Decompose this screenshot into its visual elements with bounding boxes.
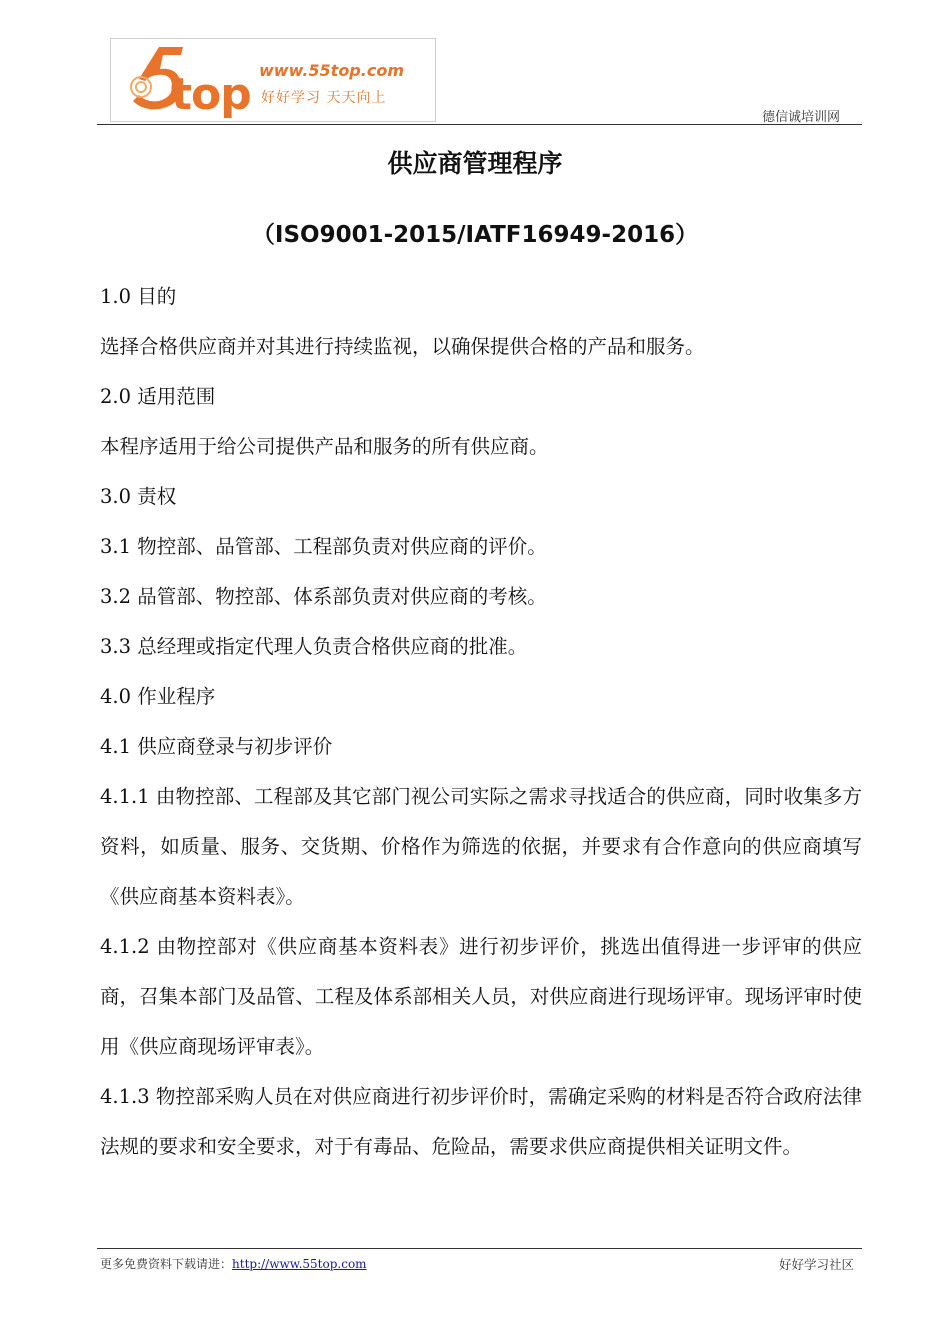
footer-download-note bbox=[100, 1255, 367, 1272]
paragraph: 选择合格供应商并对其进行持续监视，以确保提供合格的产品和服务。 bbox=[100, 335, 705, 358]
footer-prefix: 更多免费资料下载请进： bbox=[100, 1257, 233, 1271]
paragraph: 3.3 总经理或指定代理人负责合格供应商的批准。 bbox=[100, 635, 528, 658]
document-body bbox=[100, 272, 862, 1172]
section-heading: 4.0 作业程序 bbox=[100, 685, 216, 708]
section-heading: 1.0 目的 bbox=[100, 285, 177, 308]
paragraph: 本程序适用于给公司提供产品和服务的所有供应商。 bbox=[100, 435, 549, 458]
footer-link[interactable]: http://www.55top.com bbox=[232, 1257, 367, 1271]
logo-top-wordmark: top bbox=[171, 69, 251, 120]
header-divider bbox=[97, 124, 862, 125]
document-title: 供应商管理程序 bbox=[387, 149, 563, 178]
paragraph: 3.1 物控部、品管部、工程部负责对供应商的评价。 bbox=[100, 535, 547, 558]
paragraph: 3.2 品管部、物控部、体系部负责对供应商的考核。 bbox=[100, 585, 547, 608]
logo-slogan: 好好学习 天天向上 bbox=[261, 90, 387, 106]
paragraph: 4.1.3 物控部采购人员在对供应商进行初步评价时，需确定采购的材料是否符合政府法律法规的要求和安全要求，对于有毒品、危险品，需要求供应商提供相关证明文件。 bbox=[100, 1085, 862, 1158]
logo-url-text: www.55top.com bbox=[259, 61, 404, 80]
paragraph: 4.1.2 由物控部对《供应商基本资料表》进行初步评价，挑选出值得进一步评审的供应商，召集本部门及品管、工程及体系部相关人员，对供应商进行现场评审。现场评审时使用《供应商现场评审表》。 bbox=[100, 935, 862, 1058]
document-subtitle: （ISO9001-2015/IATF16949-2016） bbox=[251, 222, 699, 248]
section-heading: 2.0 适用范围 bbox=[100, 385, 216, 408]
paragraph: 4.1.1 由物控部、工程部及其它部门视公司实际之需求寻找适合的供应商，同时收集多方资料，如质量、服务、交货期、价格作为筛选的依据，并要求有合作意向的供应商填写《供应商基本资料表》。 bbox=[100, 785, 862, 908]
footer-divider bbox=[97, 1248, 862, 1249]
subsection-heading: 4.1 供应商登录与初步评价 bbox=[100, 735, 333, 758]
header-site-name: 德信诚培训网 bbox=[761, 110, 840, 125]
site-logo[interactable] bbox=[110, 38, 436, 122]
section-heading: 3.0 责权 bbox=[100, 485, 177, 508]
footer-community: 好好学习社区 bbox=[778, 1257, 854, 1272]
